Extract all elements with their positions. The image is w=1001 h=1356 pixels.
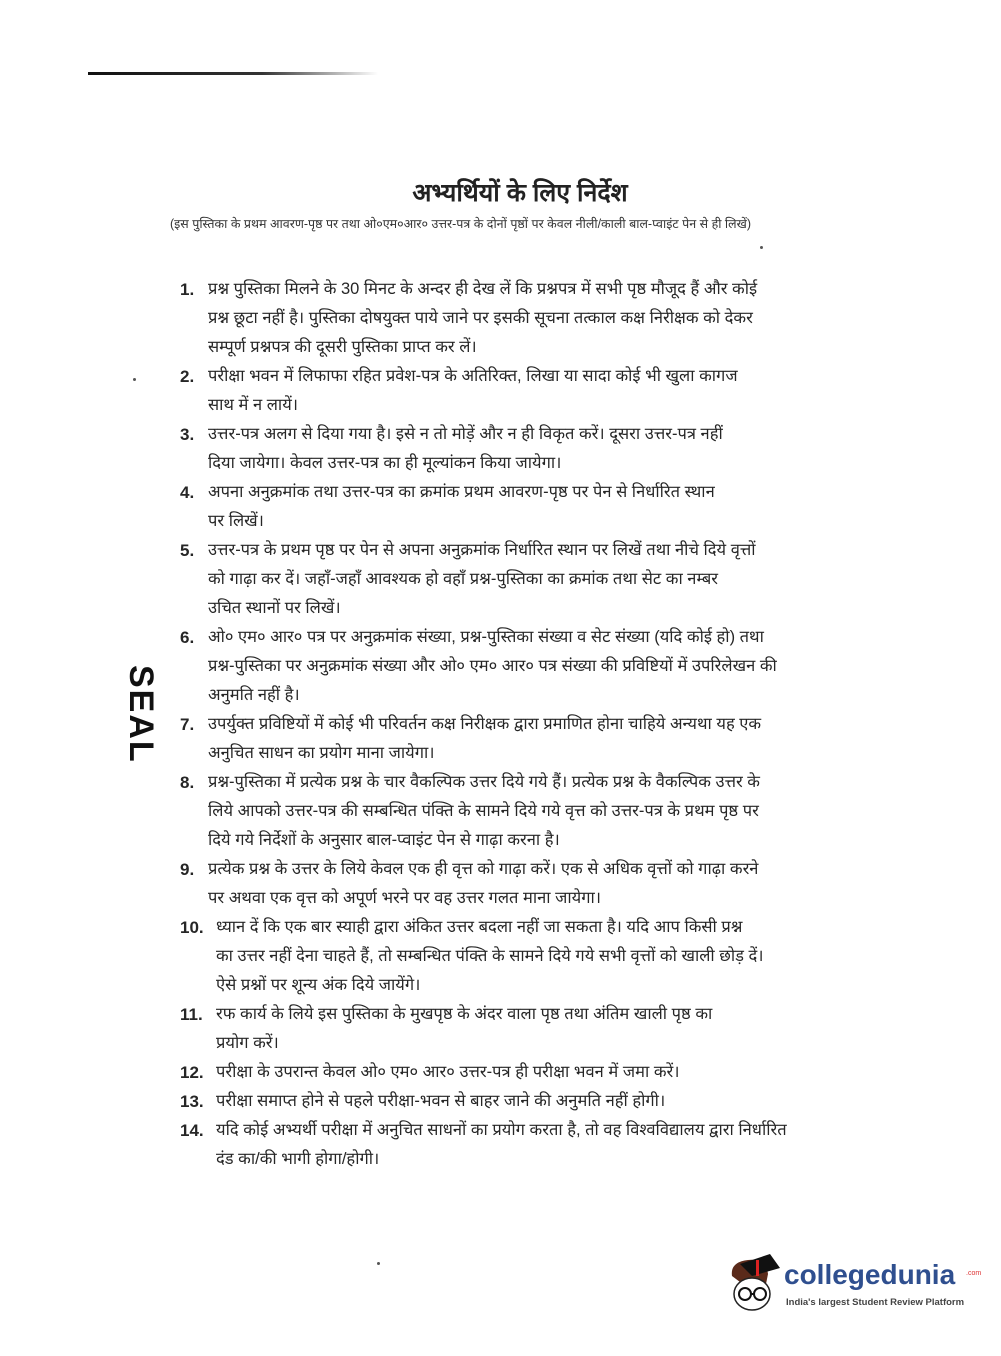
item-text-line: अनुचित साधन का प्रयोग माना जायेगा।	[208, 744, 435, 762]
item-number: 12.	[180, 1063, 204, 1082]
item-text-line: उचित स्थानों पर लिखें।	[208, 599, 341, 617]
item-number: 10.	[180, 918, 204, 937]
item-number: 6.	[180, 628, 195, 647]
item-text-line: परीक्षा समाप्त होने से पहले परीक्षा-भवन से बाहर जाने की अनुमति नहीं होगी।	[216, 1092, 666, 1110]
instruction-item	[180, 1058, 860, 1087]
item-number: 5.	[180, 541, 195, 560]
item-text-line: दंड का/की भागी होगा/होगी।	[216, 1150, 380, 1168]
page-title: अभ्यर्थियों के लिए निर्देश	[412, 179, 628, 207]
item-number: 4.	[180, 483, 195, 502]
item-text-line: उत्तर-पत्र के प्रथम पृष्ठ पर पेन से अपना अनुक्रमांक निर्धारित स्थान पर लिखें तथा नीचे दिये वृत्तों	[208, 541, 756, 559]
item-number: 13.	[180, 1092, 204, 1111]
item-text-line: साथ में न लायें।	[208, 396, 299, 414]
item-text-line: प्रश्न-पुस्तिका पर अनुक्रमांक संख्या और ओ० एम० आर० पत्र संख्या की प्रविष्टियों में उपरिलेखन की	[208, 657, 777, 675]
item-text-line: पर अथवा एक वृत्त को अपूर्ण भरने पर वह उत्तर गलत माना जायेगा।	[208, 889, 602, 907]
item-text-line: दिया जायेगा। केवल उत्तर-पत्र का ही मूल्यांकन किया जायेगा।	[208, 454, 562, 472]
item-text-line: सम्पूर्ण प्रश्नपत्र की दूसरी पुस्तिका प्राप्त कर लें।	[208, 338, 477, 356]
item-text-line: ऐसे प्रश्नों पर शून्य अंक दिये जायेंगे।	[216, 976, 421, 994]
item-text-line: का उत्तर नहीं देना चाहते हैं, तो सम्बन्धित पंक्ति के सामने दिये गये सभी वृत्तों को खाली छोड़ दें।	[216, 947, 764, 965]
document-body	[170, 176, 870, 1174]
scan-speck	[760, 246, 763, 249]
item-text-line: दिये गये निर्देशों के अनुसार बाल-प्वाइंट पेन से गाढ़ा करना है।	[208, 831, 560, 849]
instruction-item	[180, 275, 860, 362]
instruction-item	[180, 768, 860, 855]
item-text-line: प्रत्येक प्रश्न के उत्तर के लिये केवल एक ही वृत्त को गाढ़ा करें। एक से अधिक वृत्तों को गाढ़ा करने	[208, 860, 759, 878]
instruction-item	[180, 1087, 860, 1116]
item-number: 11.	[180, 1005, 203, 1024]
item-text-line: अनुमति नहीं है।	[208, 686, 300, 704]
item-text-line: यदि कोई अभ्यर्थी परीक्षा में अनुचित साधनों का प्रयोग करता है, तो वह विश्वविद्यालय द्वारा निर्धारित	[216, 1121, 787, 1139]
item-text-line: ओ० एम० आर० पत्र पर अनुक्रमांक संख्या, प्रश्न-पुस्तिका संख्या व सेट संख्या (यदि कोई हो) तथा	[208, 628, 764, 646]
instruction-list	[170, 275, 870, 1174]
item-text-line: लिये आपको उत्तर-पत्र की सम्बन्धित पंक्ति के सामने दिये गये वृत्त को उत्तर-पत्र के प्रथम पृष्ठ पर	[208, 802, 759, 820]
item-text-line: प्रयोग करें।	[216, 1034, 279, 1052]
item-text-line: रफ कार्य के लिये इस पुस्तिका के मुखपृष्ठ के अंदर वाला पृष्ठ तथा अंतिम खाली पृष्ठ का	[216, 1005, 713, 1023]
item-number: 2.	[180, 367, 195, 386]
page-subtitle: (इस पुस्तिका के प्रथम आवरण-पृष्ठ पर तथा ओ०एम०आर० उत्तर-पत्र के दोनों पृष्ठों पर केवल नीली/काली बाल-प्वाइंट पेन से ही लिखें)	[170, 217, 752, 231]
item-number: 1.	[180, 280, 195, 299]
instruction-item	[180, 536, 860, 623]
instruction-item	[180, 362, 860, 420]
item-number: 3.	[180, 425, 195, 444]
instruction-item	[180, 478, 860, 536]
logo-suffix: .com	[966, 1270, 982, 1277]
item-text-line: परीक्षा भवन में लिफाफा रहित प्रवेश-पत्र के अतिरिक्त, लिखा या सादा कोई भी खुला कागज	[208, 367, 738, 385]
item-text-line: को गाढ़ा कर दें। जहाँ-जहाँ आवश्यक हो वहाँ प्रश्न-पुस्तिका का क्रमांक तथा सेट का नम्बर	[208, 570, 718, 588]
scan-rule-line	[88, 72, 378, 75]
item-text-line: प्रश्न-पुस्तिका में प्रत्येक प्रश्न के चार वैकल्पिक उत्तर दिये गये हैं। प्रत्येक प्रश्न के वैकल्पिक उत्तर के	[208, 773, 760, 791]
item-text-line: पर लिखें।	[208, 512, 264, 530]
item-text-line: अपना अनुक्रमांक तथा उत्तर-पत्र का क्रमांक प्रथम आवरण-पृष्ठ पर पेन से निर्धारित स्थान	[208, 483, 715, 501]
item-text-line: परीक्षा के उपरान्त केवल ओ० एम० आर० उत्तर-पत्र ही परीक्षा भवन में जमा करें।	[216, 1063, 680, 1081]
item-text-line: उत्तर-पत्र अलग से दिया गया है। इसे न तो मोड़ें और न ही विकृत करें। दूसरा उत्तर-पत्र नहीं	[208, 425, 723, 443]
item-number: 9.	[180, 860, 195, 879]
collegedunia-logo	[726, 1254, 988, 1314]
logo-tagline: India's largest Student Review Platform	[786, 1297, 965, 1308]
instruction-item	[180, 710, 860, 768]
seal-text: SEAL	[122, 665, 160, 764]
instruction-item	[180, 913, 860, 1000]
instruction-item	[180, 855, 860, 913]
instruction-item	[180, 1116, 860, 1174]
item-text-line: उपर्युक्त प्रविष्टियों में कोई भी परिवर्तन कक्ष निरीक्षक द्वारा प्रमाणित होना चाहिये अन्यथा यह एक	[208, 715, 762, 733]
logo-name: collegedunia	[784, 1259, 956, 1290]
scan-speck	[133, 378, 136, 381]
instruction-item	[180, 1000, 860, 1058]
item-number: 14.	[180, 1121, 204, 1140]
instruction-item	[180, 420, 860, 478]
item-number: 7.	[180, 715, 195, 734]
item-text-line: प्रश्न छूटा नहीं है। पुस्तिका दोषयुक्त पाये जाने पर इसकी सूचना तत्काल कक्ष निरीक्षक को देकर	[208, 309, 753, 327]
item-text-line: ध्यान दें कि एक बार स्याही द्वारा अंकित उत्तर बदला नहीं जा सकता है। यदि आप किसी प्रश्न	[216, 918, 743, 936]
item-number: 8.	[180, 773, 195, 792]
mascot-icon	[726, 1254, 782, 1314]
item-text-line: प्रश्न पुस्तिका मिलने के 30 मिनट के अन्दर ही देख लें कि प्रश्नपत्र में सभी पृष्ठ मौजूद हैं और कोई	[208, 280, 758, 298]
instruction-item	[180, 623, 860, 710]
scan-speck	[377, 1262, 380, 1265]
